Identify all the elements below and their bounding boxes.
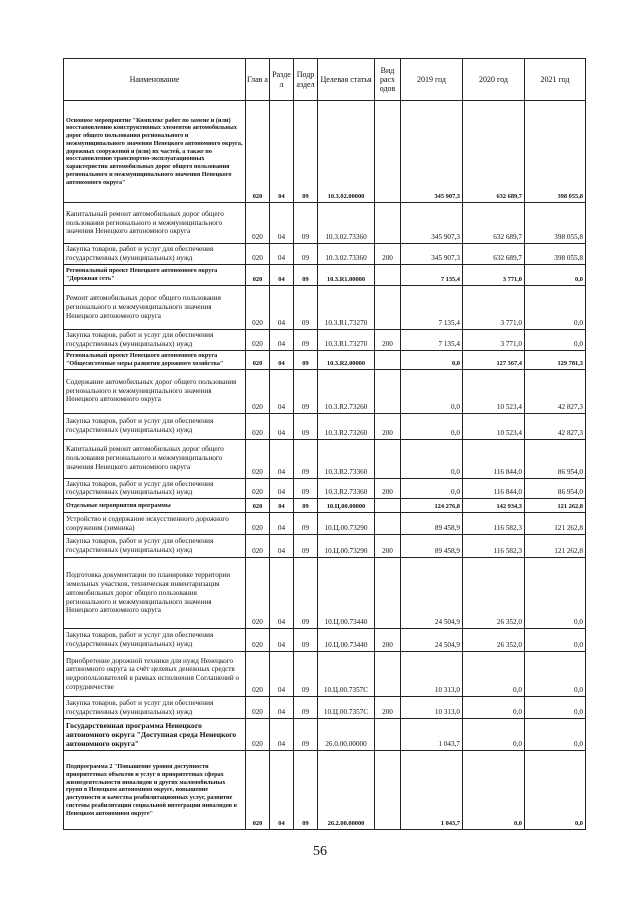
row-statya: 10.3.R1.73270 (318, 286, 375, 330)
row-podrazdel: 09 (294, 719, 318, 751)
row-podrazdel: 09 (294, 652, 318, 697)
row-vid: 200 (375, 478, 401, 499)
row-vid (375, 203, 401, 244)
row-name: Устройство и содержание искусственного дорожного сооружения (зимника) (64, 513, 246, 535)
row-glava: 020 (246, 286, 270, 330)
row-name: Основное мероприятие "Комплекс работ по замене и (или) восстановлению конструктивных элементов автомобильных дорог общего пользования регионального и межмуниципального значения Ненецкого автономного округа, дорожных сооружений и (или) их частей, а также по восстановлению транспортно-эксплуатационных характеристик автомобильных дорог общего пользования регионального и межмуниципального значения Ненецкого автономного округа" (64, 101, 246, 203)
row-vid: 200 (375, 697, 401, 719)
row-2019: 0,0 (401, 413, 463, 439)
row-2021: 398 055,8 (525, 244, 586, 265)
row-2019: 89 458,9 (401, 535, 463, 558)
row-2020: 3 771,0 (463, 265, 525, 286)
row-2021: 121 262,8 (525, 535, 586, 558)
row-2019: 10 313,0 (401, 697, 463, 719)
row-glava: 020 (246, 535, 270, 558)
row-vid: 200 (375, 244, 401, 265)
row-podrazdel: 09 (294, 697, 318, 719)
page-number: 56 (313, 844, 327, 859)
row-razdel: 04 (270, 697, 294, 719)
row-2021: 42 827,3 (525, 413, 586, 439)
row-podrazdel: 09 (294, 203, 318, 244)
row-2020: 26 352,0 (463, 629, 525, 652)
row-statya: 10.Ц.00.73440 (318, 629, 375, 652)
row-name: Капитальный ремонт автомобильных дорог общего пользования регионального и межмуниципального значения Ненецкого автономного округа (64, 203, 246, 244)
row-podrazdel: 09 (294, 244, 318, 265)
row-2019: 7 135,4 (401, 330, 463, 351)
row-name: Капитальный ремонт автомобильных дорог общего пользования регионального и межмуниципального значения Ненецкого автономного округа (64, 439, 246, 478)
row-2019: 0,0 (401, 439, 463, 478)
row-2020: 116 844,0 (463, 478, 525, 499)
row-podrazdel: 09 (294, 330, 318, 351)
row-razdel: 04 (270, 101, 294, 203)
row-razdel: 04 (270, 499, 294, 513)
row-2020: 127 367,4 (463, 350, 525, 369)
row-2021: 0,0 (525, 697, 586, 719)
row-podrazdel: 09 (294, 629, 318, 652)
row-name: Приобретение дорожной техники для нужд Ненецкого автономного округа за счёт целевых денежных средств недропользователей в рамках исполнения Соглашений о сотрудничестве (64, 652, 246, 697)
row-razdel: 04 (270, 478, 294, 499)
row-razdel: 04 (270, 558, 294, 629)
row-statya: 10.Ц.00.73290 (318, 513, 375, 535)
row-glava: 020 (246, 413, 270, 439)
row-glava: 020 (246, 697, 270, 719)
row-name: Закупка товаров, работ и услуг для обеспечения государственных (муниципальных) нужд (64, 629, 246, 652)
row-2020: 10 523,4 (463, 369, 525, 413)
row-vid: 200 (375, 413, 401, 439)
row-2019: 10 313,0 (401, 652, 463, 697)
row-glava: 020 (246, 719, 270, 751)
table-row (64, 558, 586, 629)
row-2020: 632 689,7 (463, 244, 525, 265)
row-2021: 86 954,0 (525, 478, 586, 499)
row-name: Подпрограмма 2 "Повышение уровня доступности приоритетных объектов и услуг в приоритетных сферах жизнедеятельности инвалидов и других маломобильных групп в Ненецком автономном округе, повышение доступности и качества реабилитационных услуг, развитие системы реабилитации социальной интеграции инвалидов в Ненецком автономном округе" (64, 751, 246, 830)
row-2019: 0,0 (401, 369, 463, 413)
row-razdel: 04 (270, 535, 294, 558)
row-glava: 020 (246, 558, 270, 629)
table-row (64, 101, 586, 203)
row-2021: 0,0 (525, 719, 586, 751)
table-row (64, 286, 586, 330)
row-vid (375, 369, 401, 413)
row-2021: 0,0 (525, 751, 586, 830)
row-glava: 020 (246, 330, 270, 351)
row-razdel: 04 (270, 652, 294, 697)
row-2019: 124 276,8 (401, 499, 463, 513)
table-row (64, 369, 586, 413)
row-razdel: 04 (270, 203, 294, 244)
table-row (64, 513, 586, 535)
row-name: Ремонт автомобильных дорог общего пользования регионального и межмуниципального значения Ненецкого автономного округа (64, 286, 246, 330)
row-2021: 398 055,8 (525, 101, 586, 203)
row-vid (375, 558, 401, 629)
row-podrazdel: 09 (294, 265, 318, 286)
row-2020: 142 934,3 (463, 499, 525, 513)
row-glava: 020 (246, 265, 270, 286)
table-row (64, 499, 586, 513)
row-vid (375, 751, 401, 830)
row-name: Закупка товаров, работ и услуг для обеспечения государственных (муниципальных) нужд (64, 478, 246, 499)
row-statya: 26.2.00.00000 (318, 751, 375, 830)
row-2019: 345 907,3 (401, 244, 463, 265)
row-2021: 0,0 (525, 265, 586, 286)
row-2019: 345 907,3 (401, 203, 463, 244)
header-podrazdel: Подр аздел (294, 59, 318, 101)
row-glava: 020 (246, 244, 270, 265)
row-glava: 020 (246, 369, 270, 413)
table-row (64, 413, 586, 439)
row-2019: 1 043,7 (401, 719, 463, 751)
header-2021: 2021 год (525, 59, 586, 101)
row-podrazdel: 09 (294, 350, 318, 369)
row-statya: 10.Ц.00.00000 (318, 499, 375, 513)
row-statya: 10.3.02.73360 (318, 203, 375, 244)
row-razdel: 04 (270, 286, 294, 330)
row-2021: 0,0 (525, 286, 586, 330)
row-vid (375, 439, 401, 478)
row-2020: 632 689,7 (463, 203, 525, 244)
row-razdel: 04 (270, 369, 294, 413)
row-glava: 020 (246, 499, 270, 513)
row-2020: 0,0 (463, 652, 525, 697)
row-2019: 345 907,3 (401, 101, 463, 203)
row-name: Подготовка документации по планировке территории земельных участков, техническая инвентаризация автомобильных дорог общего пользования регионального и межмуниципального значения Ненецкого автономного округа (64, 558, 246, 629)
row-statya: 10.Ц.00.7357С (318, 697, 375, 719)
row-razdel: 04 (270, 629, 294, 652)
row-name: Отдельные мероприятия программы (64, 499, 246, 513)
row-statya: 10.Ц.00.73440 (318, 558, 375, 629)
table-body (64, 101, 586, 830)
row-2019: 1 043,7 (401, 751, 463, 830)
row-podrazdel: 09 (294, 558, 318, 629)
header-name: Наименование (64, 59, 246, 101)
row-statya: 10.Ц.00.7357С (318, 652, 375, 697)
table-row (64, 751, 586, 830)
row-vid (375, 350, 401, 369)
row-2020: 0,0 (463, 697, 525, 719)
row-2019: 0,0 (401, 350, 463, 369)
header-vid: Вид расх одов (375, 59, 401, 101)
row-vid (375, 513, 401, 535)
row-statya: 26.0.00.00000 (318, 719, 375, 751)
row-2020: 26 352,0 (463, 558, 525, 629)
row-razdel: 04 (270, 265, 294, 286)
row-vid (375, 499, 401, 513)
row-2021: 0,0 (525, 330, 586, 351)
row-2021: 398 055,8 (525, 203, 586, 244)
row-podrazdel: 09 (294, 286, 318, 330)
row-statya: 10.3.R2.73360 (318, 439, 375, 478)
row-vid: 200 (375, 629, 401, 652)
row-2020: 3 771,0 (463, 330, 525, 351)
row-glava: 020 (246, 478, 270, 499)
row-2019: 24 504,9 (401, 629, 463, 652)
row-statya: 10.3.R2.73360 (318, 478, 375, 499)
row-2021: 0,0 (525, 652, 586, 697)
row-podrazdel: 09 (294, 439, 318, 478)
row-razdel: 04 (270, 330, 294, 351)
table-row (64, 265, 586, 286)
header-razdel: Разде л (270, 59, 294, 101)
row-glava: 020 (246, 101, 270, 203)
row-2021: 86 954,0 (525, 439, 586, 478)
row-razdel: 04 (270, 719, 294, 751)
row-vid: 200 (375, 535, 401, 558)
row-2019: 89 458,9 (401, 513, 463, 535)
row-glava: 020 (246, 629, 270, 652)
row-razdel: 04 (270, 350, 294, 369)
table-row (64, 629, 586, 652)
row-razdel: 04 (270, 439, 294, 478)
row-statya: 10.Ц.00.73290 (318, 535, 375, 558)
row-2021: 121 262,8 (525, 513, 586, 535)
row-2020: 3 771,0 (463, 286, 525, 330)
table-row (64, 439, 586, 478)
table-row (64, 535, 586, 558)
row-2020: 0,0 (463, 751, 525, 830)
row-glava: 020 (246, 513, 270, 535)
row-2020: 116 582,3 (463, 535, 525, 558)
row-2019: 7 135,4 (401, 265, 463, 286)
row-2019: 24 504,9 (401, 558, 463, 629)
row-statya: 10.3.R1.73270 (318, 330, 375, 351)
row-name: Закупка товаров, работ и услуг для обеспечения государственных (муниципальных) нужд (64, 330, 246, 351)
row-razdel: 04 (270, 413, 294, 439)
row-2020: 10 523,4 (463, 413, 525, 439)
row-2021: 0,0 (525, 558, 586, 629)
header-2019: 2019 год (401, 59, 463, 101)
row-name: Государственная программа Ненецкого автономного округа "Доступная среда Ненецкого автономного округа" (64, 719, 246, 751)
table-row (64, 350, 586, 369)
table-row (64, 244, 586, 265)
row-glava: 020 (246, 439, 270, 478)
row-name: Закупка товаров, работ и услуг для обеспечения государственных (муниципальных) нужд (64, 244, 246, 265)
table-header-row (64, 59, 586, 101)
row-statya: 10.3.R2.73260 (318, 369, 375, 413)
row-2020: 0,0 (463, 719, 525, 751)
row-2020: 116 582,3 (463, 513, 525, 535)
row-2021: 42 827,3 (525, 369, 586, 413)
row-name: Содержание автомобильных дорог общего пользования регионального и межмуниципального значения Ненецкого автономного округа (64, 369, 246, 413)
row-podrazdel: 09 (294, 499, 318, 513)
row-statya: 10.3.02.73360 (318, 244, 375, 265)
row-name: Региональный проект Ненецкого автономного округа "Общесистемные меры развития дорожного хозяйства" (64, 350, 246, 369)
row-statya: 10.3.R1.00000 (318, 265, 375, 286)
row-statya: 10.3.02.00000 (318, 101, 375, 203)
row-razdel: 04 (270, 513, 294, 535)
row-podrazdel: 09 (294, 751, 318, 830)
row-statya: 10.3.R2.00000 (318, 350, 375, 369)
row-name: Закупка товаров, работ и услуг для обеспечения государственных (муниципальных) нужд (64, 535, 246, 558)
row-razdel: 04 (270, 751, 294, 830)
row-vid (375, 101, 401, 203)
row-razdel: 04 (270, 244, 294, 265)
table-row (64, 330, 586, 351)
table-row (64, 652, 586, 697)
row-statya: 10.3.R2.73260 (318, 413, 375, 439)
row-2021: 129 781,3 (525, 350, 586, 369)
row-podrazdel: 09 (294, 413, 318, 439)
table-row (64, 478, 586, 499)
row-podrazdel: 09 (294, 513, 318, 535)
table-row (64, 719, 586, 751)
row-podrazdel: 09 (294, 535, 318, 558)
row-podrazdel: 09 (294, 369, 318, 413)
row-2021: 0,0 (525, 629, 586, 652)
row-vid: 200 (375, 330, 401, 351)
row-name: Закупка товаров, работ и услуг для обеспечения государственных (муниципальных) нужд (64, 697, 246, 719)
row-glava: 020 (246, 350, 270, 369)
row-2019: 0,0 (401, 478, 463, 499)
row-vid (375, 719, 401, 751)
row-glava: 020 (246, 203, 270, 244)
row-2019: 7 135,4 (401, 286, 463, 330)
row-vid (375, 652, 401, 697)
row-name: Региональный проект Ненецкого автономного округа "Дорожная сеть" (64, 265, 246, 286)
table-row (64, 697, 586, 719)
header-statya: Целевая статья (318, 59, 375, 101)
row-vid (375, 265, 401, 286)
row-vid (375, 286, 401, 330)
row-name: Закупка товаров, работ и услуг для обеспечения государственных (муниципальных) нужд (64, 413, 246, 439)
header-2020: 2020 год (463, 59, 525, 101)
row-podrazdel: 09 (294, 478, 318, 499)
row-2020: 632 689,7 (463, 101, 525, 203)
row-glava: 020 (246, 751, 270, 830)
header-glava: Глав а (246, 59, 270, 101)
row-2021: 121 262,8 (525, 499, 586, 513)
table-row (64, 203, 586, 244)
row-glava: 020 (246, 652, 270, 697)
row-podrazdel: 09 (294, 101, 318, 203)
budget-table (63, 58, 586, 830)
row-2020: 116 844,0 (463, 439, 525, 478)
